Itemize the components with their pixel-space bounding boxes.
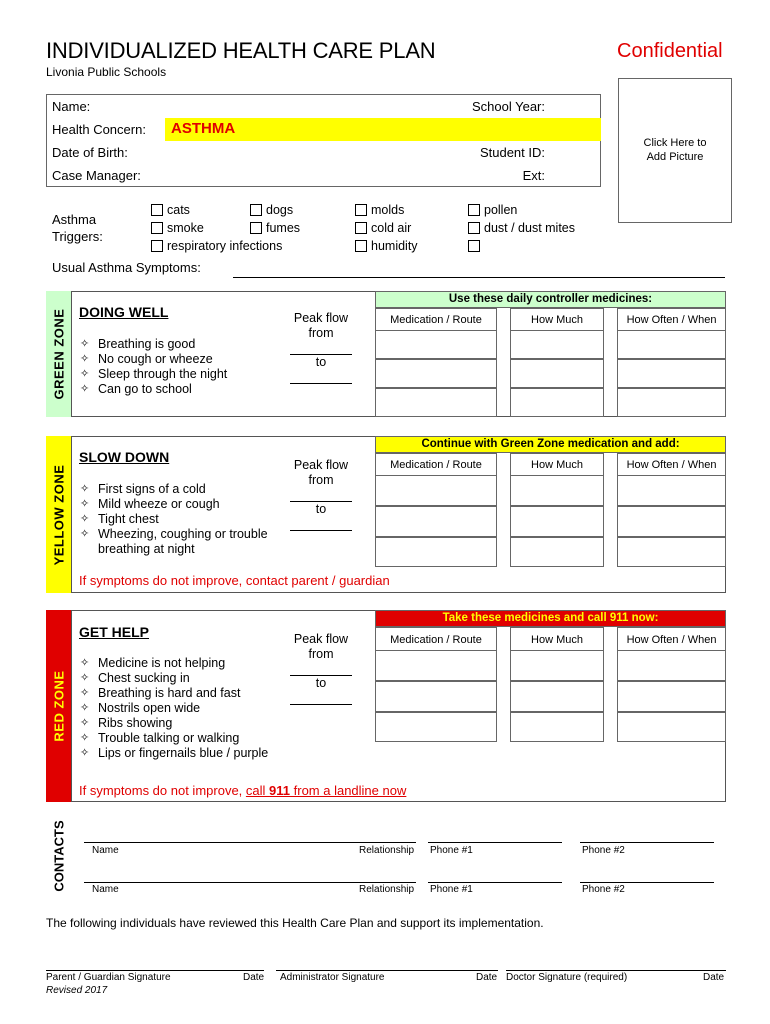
parent-date-label: Date [243, 972, 265, 983]
red-note-landline: from a landline now [290, 783, 407, 798]
peak-from-label: from [308, 473, 334, 487]
contact2-name-label: Name [92, 884, 119, 895]
bullet-text: Ribs showing [98, 716, 173, 730]
add-picture-line2: Add Picture [646, 151, 704, 163]
diamond-bullet-icon: ✧ [80, 657, 90, 669]
green-dose-input[interactable] [510, 359, 604, 388]
green-col-medication: Medication / Route [390, 314, 482, 326]
trigger-label: cold air [371, 221, 412, 235]
contact1-phone2-field[interactable] [580, 842, 714, 843]
red-dose-input[interactable] [510, 650, 604, 681]
contact2-phone2-label: Phone #2 [582, 884, 625, 895]
peak-flow-label: Peak flow [293, 632, 349, 646]
red-med-input[interactable] [375, 681, 497, 712]
bullet-text: Medicine is not helping [98, 656, 226, 670]
triggers-label [52, 211, 103, 245]
trigger-label: humidity [371, 239, 418, 253]
bullet-text: No cough or wheeze [98, 352, 213, 366]
yellow-med-input[interactable] [375, 506, 497, 537]
contacts-label: CONTACTS [51, 820, 67, 892]
diamond-bullet-icon: ✧ [80, 672, 90, 684]
yellow-when-input[interactable] [617, 537, 726, 567]
yellow-med-input[interactable] [375, 537, 497, 567]
trigger-label: pollen [484, 203, 518, 217]
red-zone-label: RED ZONE [51, 670, 66, 742]
bullet-text: breathing at night [98, 542, 195, 556]
trigger-label: dogs [266, 203, 294, 217]
doctor-date-label: Date [703, 972, 725, 983]
contact1-name-field[interactable] [84, 842, 416, 843]
bullet-text: Can go to school [98, 382, 192, 396]
red-zone-band [46, 610, 72, 802]
contact1-name-label: Name [92, 845, 119, 856]
yellow-med-input[interactable] [375, 475, 497, 506]
checkbox-icon [468, 222, 480, 234]
bullet-text: Chest sucking in [98, 671, 190, 685]
green-when-input[interactable] [617, 330, 726, 359]
trigger-fumes-checkbox[interactable] [250, 221, 300, 235]
green-bullets [80, 337, 227, 397]
peak-to-label: to [315, 676, 327, 690]
red-note-call-text: call [245, 783, 270, 798]
contact2-phone1-field[interactable] [428, 882, 562, 883]
yellow-zone-note: If symptoms do not improve, contact parent / guardian [79, 573, 390, 588]
contact1-phone1-field[interactable] [428, 842, 562, 843]
list-item [80, 686, 268, 701]
diamond-bullet-icon: ✧ [80, 717, 90, 729]
list-item [80, 671, 268, 686]
bullet-text: Breathing is good [98, 337, 196, 351]
info-row-case-manager [47, 164, 600, 187]
yellow-bullets [80, 482, 268, 557]
green-med-input[interactable] [375, 388, 497, 417]
peak-to-label: to [315, 355, 327, 369]
trigger-molds-checkbox[interactable] [355, 203, 404, 217]
peak-from-label: from [308, 647, 334, 661]
trigger-humidity-checkbox[interactable] [355, 239, 418, 253]
green-dose-input[interactable] [510, 388, 604, 417]
page-title: INDIVIDUALIZED HEALTH CARE PLAN [46, 38, 436, 63]
list-item [80, 527, 268, 542]
diamond-bullet-icon: ✧ [80, 483, 90, 495]
diamond-bullet-icon: ✧ [80, 338, 90, 350]
trigger-pollen-checkbox[interactable] [468, 203, 517, 217]
red-dose-input[interactable] [510, 712, 604, 742]
yellow-col-how-much: How Much [531, 459, 583, 471]
case-manager-label: Case Manager: [52, 168, 141, 183]
bullet-text: Trouble talking or walking [98, 731, 240, 745]
trigger-label: fumes [266, 221, 301, 235]
red-when-input[interactable] [617, 650, 726, 681]
list-item [80, 746, 268, 761]
red-note-911: 911 [269, 783, 291, 798]
admin-signature-label: Administrator Signature [280, 972, 385, 983]
peak-to-field[interactable] [290, 517, 352, 531]
red-zone-note [79, 783, 406, 798]
bullet-text: Mild wheeze or cough [98, 497, 220, 511]
usual-symptoms-label: Usual Asthma Symptoms: [52, 260, 201, 275]
trigger-other-checkbox[interactable] [468, 239, 484, 253]
yellow-zone-heading: SLOW DOWN [79, 449, 170, 465]
confidential-label: Confidential [617, 40, 723, 62]
bullet-text: First signs of a cold [98, 482, 206, 496]
contacts-band [46, 806, 72, 906]
red-bullets [80, 656, 268, 761]
contact2-phone2-field[interactable] [580, 882, 714, 883]
info-row-name [47, 95, 600, 118]
doctor-signature-label: Doctor Signature (required) [506, 972, 628, 983]
diamond-bullet-icon: ✧ [80, 368, 90, 380]
yellow-peak-flow [286, 458, 356, 531]
yellow-dose-input[interactable] [510, 537, 604, 567]
green-dose-input[interactable] [510, 330, 604, 359]
list-item [80, 482, 268, 497]
info-row-dob [47, 141, 600, 164]
trigger-cats-checkbox[interactable] [151, 203, 190, 217]
trigger-respiratory-checkbox[interactable] [151, 239, 282, 253]
admin-signature-field[interactable] [276, 970, 498, 971]
checkbox-icon [355, 204, 367, 216]
list-item [80, 367, 227, 382]
school-year-label: School Year: [471, 99, 545, 114]
diamond-bullet-icon: ✧ [80, 687, 90, 699]
list-item [80, 716, 268, 731]
red-med-input[interactable] [375, 650, 497, 681]
peak-flow-label: Peak flow [293, 311, 349, 325]
green-med-header: Use these daily controller medicines: [375, 291, 726, 308]
admin-date-label: Date [476, 972, 498, 983]
checkbox-icon [468, 240, 480, 252]
checkbox-icon [250, 222, 262, 234]
contact1-relationship-label: Relationship [359, 845, 415, 856]
diamond-bullet-icon: ✧ [80, 513, 90, 525]
diamond-bullet-icon: ✧ [80, 732, 90, 744]
yellow-when-input[interactable] [617, 475, 726, 506]
green-when-input[interactable] [617, 359, 726, 388]
bullet-text: Sleep through the night [98, 367, 228, 381]
contact2-relationship-label: Relationship [359, 884, 415, 895]
bullet-text: Breathing is hard and fast [98, 686, 241, 700]
list-item [80, 656, 268, 671]
list-item [80, 701, 268, 716]
list-item [80, 352, 227, 367]
yellow-col-how-often: How Often / When [626, 459, 717, 471]
green-med-input[interactable] [375, 359, 497, 388]
diamond-bullet-icon: ✧ [80, 498, 90, 510]
contact2-phone1-label: Phone #1 [430, 884, 473, 895]
peak-to-field[interactable] [290, 370, 352, 384]
trigger-label: molds [371, 203, 405, 217]
ext-label: Ext: [522, 168, 545, 183]
green-med-input[interactable] [375, 330, 497, 359]
yellow-dose-input[interactable] [510, 506, 604, 537]
list-item [80, 512, 268, 527]
list-item [80, 337, 227, 352]
trigger-dust-checkbox[interactable] [468, 221, 575, 235]
red-col-medication: Medication / Route [390, 634, 482, 646]
triggers-label-line1: Asthma [52, 212, 97, 227]
red-when-input[interactable] [617, 681, 726, 712]
contact2-name-field[interactable] [84, 882, 416, 883]
yellow-col-medication: Medication / Route [390, 459, 482, 471]
contact1-phone2-label: Phone #2 [582, 845, 625, 856]
add-picture-box[interactable] [618, 78, 732, 223]
bullet-text: Nostrils open wide [98, 701, 201, 715]
yellow-zone-label: YELLOW ZONE [51, 464, 66, 565]
red-zone-heading: GET HELP [79, 624, 150, 640]
usual-symptoms-field[interactable] [233, 277, 725, 278]
checkbox-icon [355, 222, 367, 234]
peak-from-field[interactable] [290, 488, 352, 502]
green-peak-flow [286, 311, 356, 384]
peak-to-field[interactable] [290, 691, 352, 705]
checkbox-icon [250, 204, 262, 216]
health-concern-label: Health Concern: [52, 122, 146, 137]
red-col-how-much: How Much [531, 634, 583, 646]
red-med-header: Take these medicines and call 911 now: [375, 610, 726, 627]
list-item [80, 542, 268, 557]
green-zone-heading: DOING WELL [79, 304, 169, 320]
checkbox-icon [151, 222, 163, 234]
green-zone-label: GREEN ZONE [51, 308, 66, 400]
trigger-label: cats [167, 203, 190, 217]
diamond-bullet-icon: ✧ [80, 383, 90, 395]
yellow-med-header: Continue with Green Zone medication and add: [375, 436, 726, 453]
green-zone-band [46, 291, 72, 417]
red-dose-input[interactable] [510, 681, 604, 712]
red-med-input[interactable] [375, 712, 497, 742]
health-concern-value: ASTHMA [171, 120, 236, 137]
trigger-smoke-checkbox[interactable] [151, 221, 204, 235]
diamond-bullet-icon: ✧ [80, 528, 90, 540]
green-when-input[interactable] [617, 388, 726, 417]
parent-signature-field[interactable] [46, 970, 264, 971]
revised-label: Revised 2017 [46, 985, 108, 996]
diamond-bullet-icon: ✧ [80, 353, 90, 365]
peak-from-field[interactable] [290, 341, 352, 355]
bullet-text: Tight chest [98, 512, 159, 526]
yellow-zone-band [46, 436, 72, 593]
yellow-dose-input[interactable] [510, 475, 604, 506]
trigger-label: respiratory infections [167, 239, 283, 253]
green-col-how-often: How Often / When [626, 314, 717, 326]
trigger-label: dust / dust mites [484, 221, 576, 235]
add-picture-line1: Click Here to [643, 137, 707, 149]
red-when-input[interactable] [617, 712, 726, 742]
red-note-call [246, 783, 406, 798]
trigger-label: smoke [167, 221, 204, 235]
checkbox-icon [355, 240, 367, 252]
checkbox-icon [151, 204, 163, 216]
info-row-health-concern [47, 118, 600, 141]
bullet-text: Lips or fingernails blue / purple [98, 746, 269, 760]
trigger-cold-air-checkbox[interactable] [355, 221, 411, 235]
reviewed-statement: The following individuals have reviewed this Health Care Plan and support its implementation. [46, 916, 544, 930]
red-note-prefix: If symptoms do not improve, [79, 783, 246, 798]
doctor-signature-field[interactable] [506, 970, 726, 971]
diamond-bullet-icon: ✧ [80, 747, 90, 759]
red-peak-flow [286, 632, 356, 705]
triggers-label-line2: Triggers: [52, 229, 103, 244]
diamond-bullet-icon: ✧ [80, 702, 90, 714]
list-item [80, 497, 268, 512]
list-item [80, 731, 268, 746]
yellow-when-input[interactable] [617, 506, 726, 537]
student-info-box [46, 94, 601, 187]
bullet-text: Wheezing, coughing or trouble [98, 527, 268, 541]
peak-to-label: to [315, 502, 327, 516]
list-item [80, 382, 227, 397]
checkbox-icon [151, 240, 163, 252]
peak-flow-label: Peak flow [293, 458, 349, 472]
peak-from-field[interactable] [290, 662, 352, 676]
red-col-how-often: How Often / When [626, 634, 717, 646]
checkbox-icon [468, 204, 480, 216]
student-id-label: Student ID: [479, 145, 545, 160]
peak-from-label: from [308, 326, 334, 340]
green-col-how-much: How Much [531, 314, 583, 326]
trigger-dogs-checkbox[interactable] [250, 203, 293, 217]
name-label: Name: [52, 99, 91, 114]
parent-signature-label: Parent / Guardian Signature [46, 972, 171, 983]
school-name: Livonia Public Schools [46, 65, 167, 79]
dob-label: Date of Birth: [52, 145, 128, 160]
contact1-phone1-label: Phone #1 [430, 845, 473, 856]
